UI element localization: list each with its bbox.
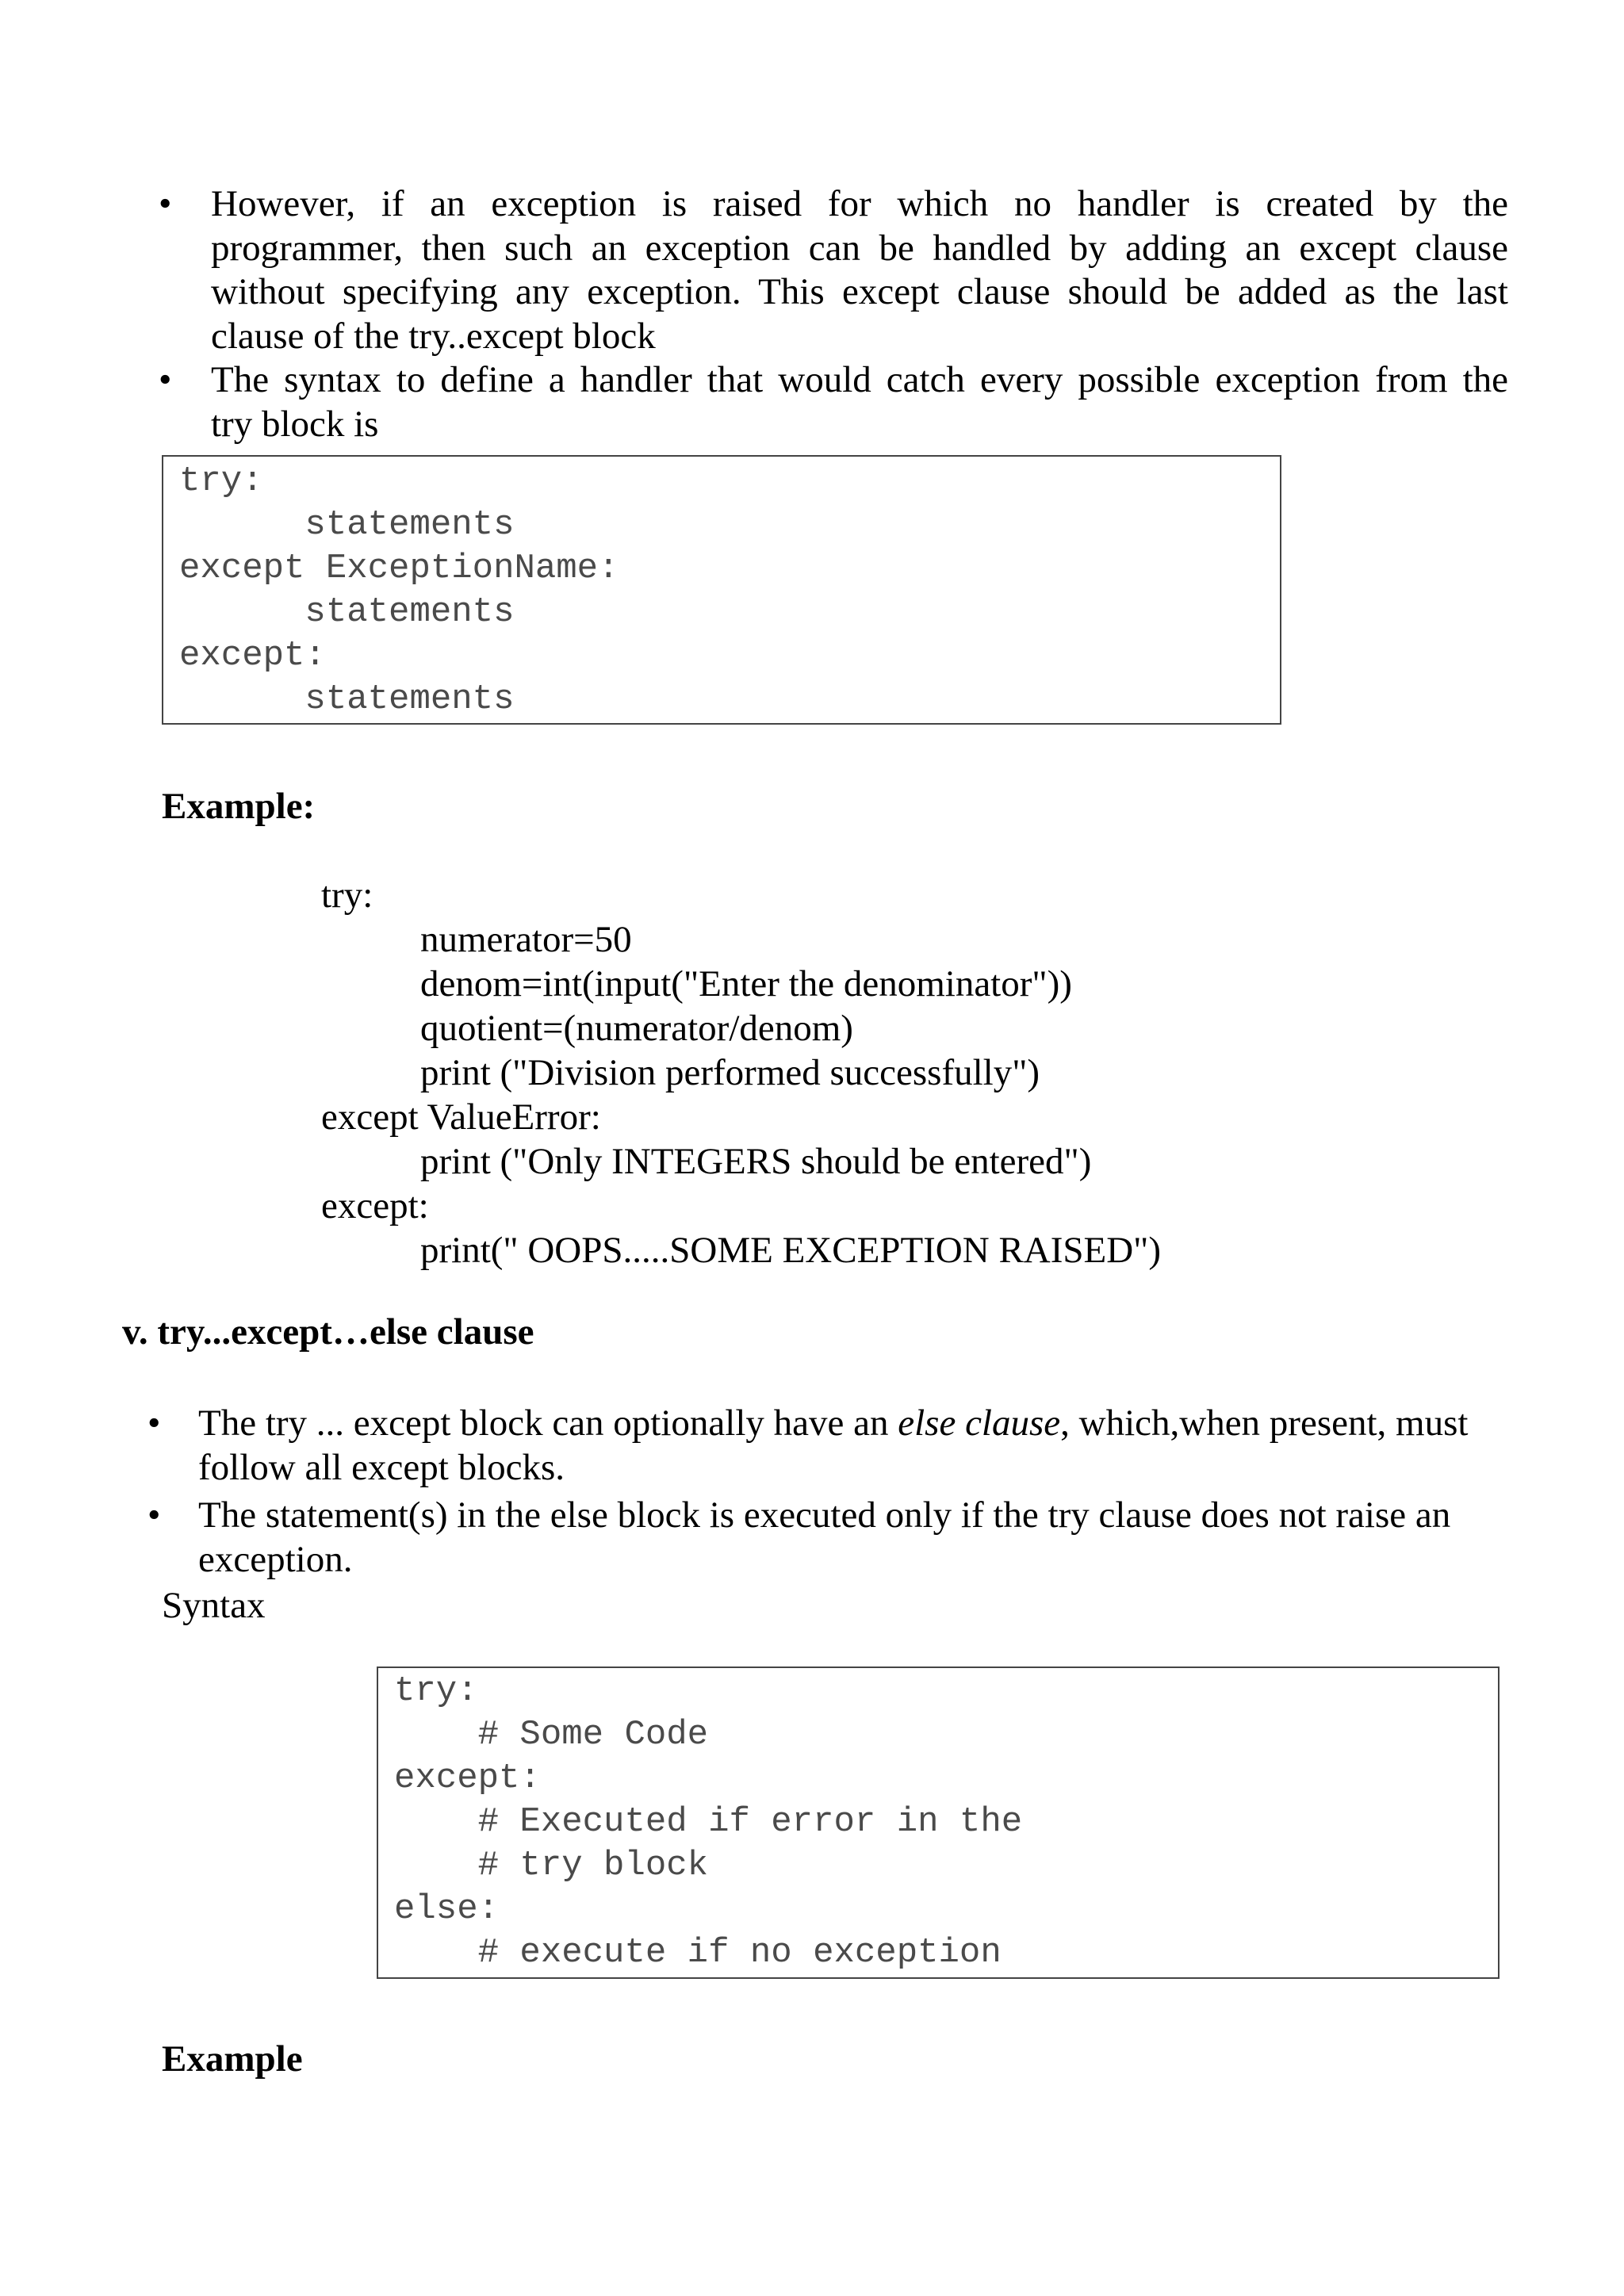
bullet-line: programmer, then such an exception can be handled by adding an except clause — [211, 227, 1508, 269]
example-code-line: except: — [321, 1185, 429, 1226]
exception-bullet-list — [159, 182, 1508, 446]
syntax-code-box — [162, 455, 1281, 725]
code-line: except: — [394, 1758, 541, 1798]
example-code-line: numerator=50 — [420, 919, 632, 960]
else-syntax-code-box — [377, 1667, 1500, 1979]
bullet-line — [198, 1402, 1468, 1446]
code-line: # Some Code — [394, 1715, 709, 1755]
code-line: except: — [179, 636, 326, 675]
example-code-line: print ("Division performed successfully") — [420, 1052, 1040, 1093]
bullet-line: The statement(s) in the else block is executed only if the try clause does not raise an — [198, 1494, 1451, 1536]
bullet-text: The try ... except block can optionally have an — [198, 1402, 898, 1444]
bullet-item — [159, 358, 1508, 446]
code-line: except ExceptionName: — [179, 549, 619, 588]
example-code-line: denom=int(input("Enter the denominator")) — [420, 963, 1072, 1004]
bullet-line: exception. — [198, 1539, 353, 1580]
bullet-line: clause of the try..except block — [211, 315, 656, 357]
bullet-dot-icon: • — [159, 183, 172, 224]
example-code-line: except ValueError: — [321, 1096, 601, 1138]
example-heading: Example — [162, 2038, 303, 2080]
code-line: try: — [394, 1671, 478, 1711]
code-line: try: — [179, 461, 263, 501]
example-code-line: try: — [321, 874, 373, 916]
code-line: else: — [394, 1889, 500, 1929]
bullet-dot-icon: • — [159, 359, 172, 400]
bullet-line: without specifying any exception. This except clause should be added as the last — [211, 271, 1508, 312]
code-line: # Executed if error in the — [394, 1802, 1023, 1842]
code-line: statements — [179, 592, 515, 632]
syntax-label: Syntax — [162, 1585, 266, 1626]
bullet-dot-icon: • — [147, 1402, 161, 1444]
example-code-line: print(" OOPS.....SOME EXCEPTION RAISED") — [420, 1230, 1162, 1271]
code-line: statements — [179, 505, 515, 545]
bullet-dot-icon: • — [147, 1494, 161, 1536]
bullet-item — [159, 182, 1508, 358]
example-heading: Example: — [162, 786, 316, 827]
section-heading: v. try...except…else clause — [122, 1311, 534, 1353]
bullet-line: follow all except blocks. — [198, 1447, 565, 1488]
bullet-text: , which,when present, must — [1060, 1402, 1469, 1444]
example-code-line: quotient=(numerator/denom) — [420, 1008, 853, 1049]
example-code-line: print ("Only INTEGERS should be entered") — [420, 1141, 1092, 1182]
code-line: statements — [179, 679, 515, 719]
bullet-line: However, if an exception is raised for which no handler is created by the — [211, 183, 1508, 224]
code-line: # execute if no exception — [394, 1933, 1002, 1973]
bullet-line: try block is — [211, 403, 379, 445]
bullet-line: The syntax to define a handler that would catch every possible exception from the — [211, 359, 1508, 400]
bullet-italic-text: else clause — [898, 1402, 1061, 1444]
code-line: # try block — [394, 1846, 709, 1885]
